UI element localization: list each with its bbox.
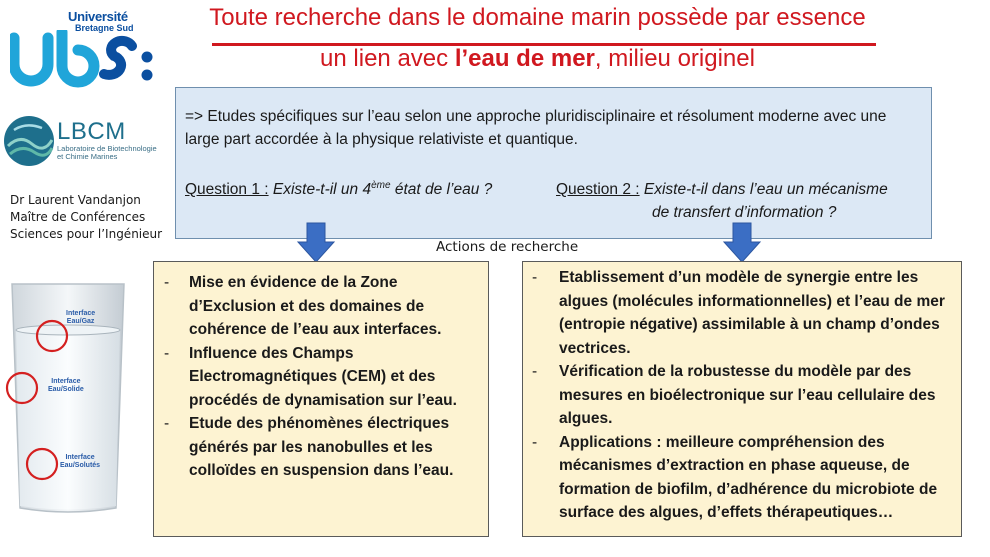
author-block bbox=[10, 192, 162, 243]
lbcm-subtitle-1: Laboratoire de Biotechnologie bbox=[57, 144, 157, 153]
glass-label-gas: Interface Eau/Gaz bbox=[66, 310, 96, 325]
ubs-region-text: Bretagne Sud bbox=[75, 23, 134, 33]
right-actions-list bbox=[523, 266, 959, 525]
question-1 bbox=[185, 178, 492, 201]
lbcm-subtitle-2: et Chimie Marines bbox=[57, 152, 118, 161]
ubs-logo bbox=[10, 8, 160, 90]
question-2-text-1: Existe-t-il dans l’eau un mécanisme bbox=[643, 181, 888, 198]
list-item: - Vérification de la robustesse du modèle par des mesures en bioélectronique sur l’eau cellulaire des algues. bbox=[523, 360, 959, 431]
lbcm-globe-icon bbox=[2, 114, 56, 168]
question-1-text: Existe-t-il un 4ème état de l’eau ? bbox=[272, 180, 493, 198]
page-title-line-2: un lien avec l’eau de mer, milieu originel bbox=[320, 45, 755, 72]
intro-text: => Etudes spécifiques sur l’eau selon une approche pluridisciplinaire et résolument moderne avec une large part accordée à la physique relativiste et quantique. bbox=[185, 108, 887, 148]
list-item: - Mise en évidence de la Zone d’Exclusion et des domaines de cohérence de l’eau aux interfaces. bbox=[154, 271, 484, 342]
lbcm-name: LBCM bbox=[57, 118, 126, 145]
question-1-label: Question 1 : bbox=[185, 181, 269, 198]
author-role: Maître de Conférences bbox=[10, 210, 146, 224]
glass-label-solid: Interface Eau/Solide bbox=[48, 378, 84, 393]
lbcm-logo bbox=[2, 112, 177, 170]
ubs-mark-icon bbox=[10, 30, 160, 90]
arrow-down-left-icon bbox=[296, 222, 336, 264]
author-name: Dr Laurent Vandanjon bbox=[10, 193, 141, 207]
question-2 bbox=[556, 178, 888, 201]
research-approach-box bbox=[175, 87, 932, 239]
glass-label-solutes: Interface Eau/Solutés bbox=[60, 454, 101, 469]
author-field: Sciences pour l’Ingénieur bbox=[10, 227, 163, 241]
ubs-university-text: Université bbox=[68, 9, 128, 24]
actions-heading: Actions de recherche bbox=[436, 239, 579, 255]
page-title-line-1: Toute recherche dans le domaine marin possède par essence bbox=[209, 4, 866, 31]
list-item: - Etablissement d’un modèle de synergie entre les algues (molécules informationnelles) et l’eau de mer (entropie négative) assimilable à un champ d’ondes vectrices. bbox=[523, 266, 959, 360]
arrow-down-right-icon bbox=[722, 222, 762, 264]
left-actions-list bbox=[154, 271, 484, 483]
list-item: - Applications : meilleure compréhension des mécanismes d’extraction en phase aqueuse, de formation de biofilm, d’adhérence du microbiote de surface des algues, d’effets thérapeutiques… bbox=[523, 431, 959, 525]
question-2-text-2: de transfert d’information ? bbox=[652, 204, 837, 221]
list-item: - Influence des Champs Electromagnétiques (CEM) et des procédés de dynamisation sur l’eau. bbox=[154, 342, 484, 413]
left-actions-box bbox=[153, 261, 489, 537]
question-2-label: Question 2 : bbox=[556, 181, 640, 198]
list-item: - Etude des phénomènes électriques générés par les nanobulles et les colloïdes en suspension dans l’eau. bbox=[154, 412, 484, 483]
right-actions-box bbox=[522, 261, 962, 537]
water-glass-image bbox=[4, 282, 132, 516]
